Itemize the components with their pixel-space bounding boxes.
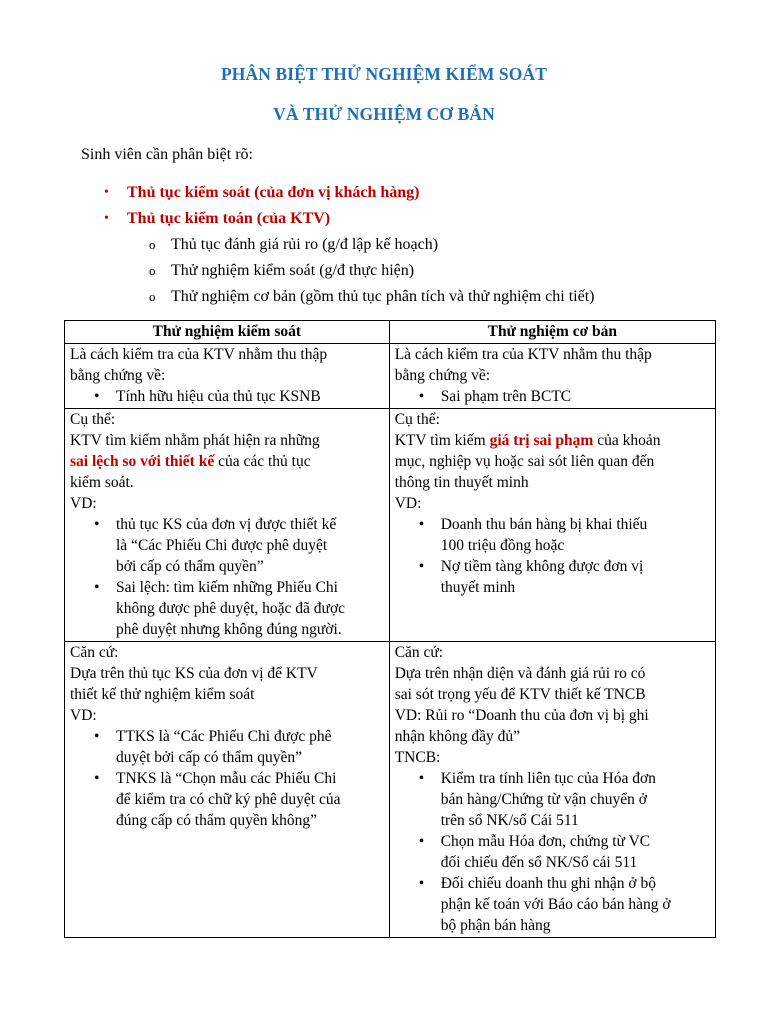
list-item-label: trên sổ NK/sổ Cái 511 bbox=[440, 812, 579, 829]
cell-text: sai sót trọng yếu để KTV thiết kế TNCB bbox=[394, 686, 646, 703]
circle-bullet-icon: o bbox=[149, 289, 156, 304]
sub-list-item-label: Thủ tục đánh giá rủi ro (g/đ lập kế hoạch) bbox=[171, 236, 439, 253]
cell-text: thông tin thuyết minh bbox=[394, 474, 529, 491]
cell-list bbox=[70, 514, 384, 640]
cell-text: Là cách kiểm tra của KTV nhằm thu thập bbox=[70, 346, 328, 363]
cell-text bbox=[70, 451, 384, 472]
cell-text: Căn cứ: bbox=[70, 644, 119, 661]
intro-text: Sinh viên cần phân biệt rõ: bbox=[81, 146, 253, 163]
sub-list-item-label: Thử nghiệm cơ bản (gồm thủ tục phân tích và thử nghiệm chi tiết) bbox=[171, 288, 595, 305]
list-item-label: không được phê duyệt, hoặc đã được bbox=[116, 600, 346, 617]
cell-text: VD: bbox=[394, 495, 422, 512]
bullet-icon: • bbox=[418, 388, 425, 405]
bullet-icon: • bbox=[104, 185, 109, 200]
circle-bullet-icon: o bbox=[149, 237, 156, 252]
list-item bbox=[395, 768, 710, 831]
list-item-label: phận kế toán với Báo cáo bán hàng ở bbox=[440, 896, 671, 913]
table-row bbox=[65, 642, 716, 938]
table-cell bbox=[389, 642, 715, 938]
bullet-icon: • bbox=[94, 579, 100, 596]
list-item bbox=[395, 831, 710, 873]
list-item-label: bởi cấp có thẩm quyền” bbox=[116, 558, 264, 575]
cell-text: bằng chứng về: bbox=[394, 367, 491, 384]
list-item-label: Thủ tục kiểm toán (của KTV) bbox=[127, 210, 331, 227]
page-title-line-1: PHÂN BIỆT THỬ NGHIỆM KIỂM SOÁT bbox=[221, 64, 547, 84]
list-item-label: TNKS là “Chọn mẫu các Phiếu Chi bbox=[116, 770, 337, 787]
cell-text bbox=[395, 430, 710, 451]
list-item bbox=[70, 726, 384, 768]
list-item-label: Sai lệch: tìm kiếm những Phiếu Chi bbox=[116, 579, 338, 596]
highlight-text: giá trị sai phạm bbox=[489, 432, 594, 449]
cell-text: nhận không đầy đủ” bbox=[394, 728, 520, 745]
cell-list bbox=[395, 514, 710, 598]
table-row bbox=[65, 409, 716, 642]
sub-list-item bbox=[149, 284, 594, 310]
cell-list bbox=[70, 726, 384, 831]
list-item bbox=[395, 514, 710, 556]
column-header-substantive-test: Thử nghiệm cơ bản bbox=[389, 321, 715, 344]
table-cell bbox=[389, 344, 715, 409]
bullet-icon: • bbox=[94, 388, 100, 405]
cell-text: Cụ thể: bbox=[394, 411, 440, 428]
list-item-label: Chọn mẫu Hóa đơn, chứng từ VC bbox=[440, 833, 651, 850]
cell-text-fragment: của khoản bbox=[593, 432, 661, 449]
list-item-label: đúng cấp có thẩm quyền không” bbox=[116, 812, 318, 829]
sub-list-item bbox=[149, 232, 594, 258]
list-item-label: 100 triệu đồng hoặc bbox=[440, 537, 565, 554]
cell-text-fragment: KTV tìm kiếm bbox=[394, 432, 490, 449]
sub-list-item bbox=[149, 258, 594, 284]
cell-text: Là cách kiểm tra của KTV nhằm thu thập bbox=[394, 346, 652, 363]
bullet-icon: • bbox=[104, 211, 109, 226]
list-item bbox=[70, 514, 384, 577]
circle-bullet-icon: o bbox=[149, 263, 156, 278]
list-item-label: để kiểm tra có chữ ký phê duyệt của bbox=[116, 791, 341, 808]
list-item bbox=[395, 873, 710, 936]
list-item-label: Tính hữu hiệu của thủ tục KSNB bbox=[116, 388, 321, 405]
comparison-table bbox=[64, 320, 716, 938]
cell-list bbox=[70, 386, 384, 407]
list-item bbox=[395, 556, 710, 598]
bullet-icon: • bbox=[418, 833, 425, 850]
cell-text: Cụ thể: bbox=[70, 411, 116, 428]
list-item-label: Đối chiếu doanh thu ghi nhận ở bộ bbox=[440, 875, 656, 892]
cell-text: Căn cứ: bbox=[394, 644, 444, 661]
table-cell bbox=[389, 409, 715, 642]
cell-list bbox=[395, 386, 710, 407]
cell-text: TNCB: bbox=[394, 749, 441, 766]
list-item-label: thủ tục KS của đơn vị được thiết kế bbox=[116, 516, 337, 533]
sub-list-item-label: Thử nghiệm kiểm soát (g/đ thực hiện) bbox=[171, 262, 415, 279]
column-header-control-test: Thử nghiệm kiểm soát bbox=[65, 321, 390, 344]
list-item bbox=[70, 577, 384, 640]
cell-text: thiết kế thử nghiệm kiểm soát bbox=[70, 686, 255, 703]
table-row bbox=[65, 344, 716, 409]
bullet-icon: • bbox=[94, 516, 100, 533]
table-cell bbox=[65, 642, 390, 938]
cell-list bbox=[395, 768, 710, 936]
bullet-icon: • bbox=[418, 770, 425, 787]
table-cell bbox=[65, 409, 390, 642]
bullet-icon: • bbox=[418, 516, 425, 533]
cell-text-fragment: của các thủ tục bbox=[214, 453, 311, 470]
list-item-label: TTKS là “Các Phiếu Chi được phê bbox=[116, 728, 332, 745]
list-item-label: Doanh thu bán hàng bị khai thiếu bbox=[440, 516, 648, 533]
list-item-label: đối chiếu đến sổ NK/Sổ cái 511 bbox=[440, 854, 638, 871]
cell-text: kiểm soát. bbox=[70, 474, 134, 491]
highlight-text: sai lệch so với thiết kế bbox=[70, 453, 215, 470]
bullet-icon: • bbox=[418, 558, 425, 575]
list-item-label: thuyết minh bbox=[440, 579, 516, 596]
cell-text: Dựa trên nhận diện và đánh giá rủi ro có bbox=[394, 665, 646, 682]
list-item bbox=[395, 386, 710, 407]
list-item-label: duyệt bởi cấp có thẩm quyền” bbox=[116, 749, 302, 766]
page-title-line-2: VÀ THỬ NGHIỆM CƠ BẢN bbox=[273, 104, 495, 124]
bullet-icon: • bbox=[94, 728, 100, 745]
table-header-row bbox=[65, 321, 716, 344]
list-item-label: bán hàng/Chứng từ vận chuyển ở bbox=[440, 791, 647, 808]
bullet-icon: • bbox=[418, 875, 425, 892]
cell-text: VD: Rủi ro “Doanh thu của đơn vị bị ghi bbox=[394, 707, 649, 724]
list-item-label: phê duyệt nhưng không đúng người. bbox=[116, 621, 342, 638]
list-item-label: là “Các Phiếu Chi được phê duyệt bbox=[116, 537, 328, 554]
list-item bbox=[70, 768, 384, 831]
cell-text: VD: bbox=[70, 707, 97, 724]
sub-list bbox=[127, 232, 594, 310]
list-item bbox=[70, 386, 384, 407]
cell-text: Dựa trên thủ tục KS của đơn vị để KTV bbox=[70, 665, 318, 682]
bullet-icon: • bbox=[94, 770, 100, 787]
list-item-label: Sai phạm trên BCTC bbox=[440, 388, 572, 405]
table-cell bbox=[65, 344, 390, 409]
cell-text: mục, nghiệp vụ hoặc sai sót liên quan đến bbox=[394, 453, 655, 470]
procedure-list bbox=[104, 180, 594, 310]
list-item bbox=[104, 180, 594, 206]
cell-text: VD: bbox=[70, 495, 97, 512]
list-item-label: bộ phận bán hàng bbox=[440, 917, 551, 934]
list-item-label: Nợ tiềm tàng không được đơn vị bbox=[440, 558, 644, 575]
cell-text: bằng chứng về: bbox=[70, 367, 166, 384]
list-item-label: Kiểm tra tính liên tục của Hóa đơn bbox=[440, 770, 656, 787]
cell-text: KTV tìm kiếm nhằm phát hiện ra những bbox=[70, 432, 320, 449]
list-item bbox=[104, 206, 594, 310]
list-item-label: Thủ tục kiểm soát (của đơn vị khách hàng) bbox=[127, 184, 420, 201]
